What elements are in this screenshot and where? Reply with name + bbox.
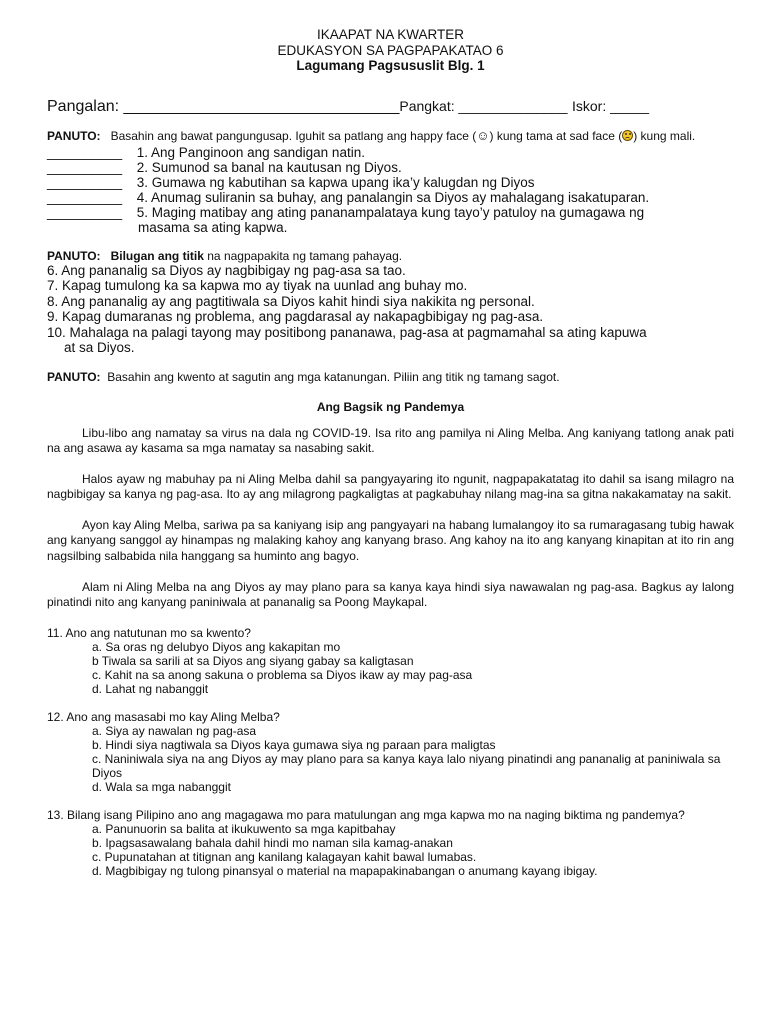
instruction-text: ) kung mali.: [633, 128, 696, 143]
quarter-title: IKAAPAT NA KWARTER: [316, 27, 465, 42]
question-stem: 13. Bilang isang Pilipino ano ang magagawa mo para matulungan ang mga kapwa mo na naging biktima ng pandemya?: [47, 807, 685, 822]
answer-blank[interactable]: __________: [47, 174, 123, 190]
story-title: Ang Bagsik ng Pandemya: [316, 399, 465, 414]
story-paragraph: Halos ayaw ng mabuhay pa ni Aling Melba dahil sa pangyayaring ito ngunit, nagpapakatatag ito dahil sa isang milagro na nagbibigay sa kanya ng pag-asa. Ito ay ang milagrong pagkaligtas at pagkabuhay nilang mag-ina sa gitna nakakamatay na sakit.: [47, 471, 734, 502]
instruction-3: [47, 370, 734, 384]
instruction-label: PANUTO:: [47, 369, 101, 384]
instruction-text: Basahin ang bawat pangungusap. Iguhit sa patlang ang happy face (: [110, 128, 477, 143]
list-item: [47, 160, 734, 175]
instruction-text: ) kung tama at sad face (: [489, 128, 623, 143]
list-item: [47, 145, 734, 160]
story-paragraph: Ayon kay Aling Melba, sariwa pa sa kaniyang isip ang pangyayari na habang lumalangoy ito sa rumaragasang tubig hawak ang kanyang sanggol ay hinampas ng malaking kahoy ang kanyang braso. Ang kahoy na ito ang kanyang kinapitan at ito rin ang nagsilbing salbabida nila hanggang sa huminto ang bagyo.: [47, 517, 734, 564]
question-stem: 11. Ano ang natutunan mo sa kwento?: [47, 625, 251, 640]
happy-face-icon: ☺: [476, 127, 490, 143]
answer-option[interactable]: b Tiwala sa sarili at sa Diyos ang siyang gabay sa kaligtasan: [92, 653, 414, 668]
item-continuation: masama sa ating kapwa.: [138, 219, 288, 235]
student-info-line: [47, 96, 734, 117]
instruction-label: PANUTO:: [47, 128, 101, 143]
subject-title: EDUKASYON SA PAGPAPAKATAO 6: [277, 42, 504, 58]
answer-option[interactable]: a. Panunuorin sa balita at ikukuwento sa mga kapitbahay: [92, 821, 396, 836]
list-item: [47, 205, 734, 220]
answer-option[interactable]: a. Sa oras ng delubyo Diyos ang kakapitan mo: [92, 639, 341, 654]
question-stem: 12. Ano ang masasabi mo kay Aling Melba?: [47, 709, 280, 724]
answer-blank[interactable]: __________: [47, 189, 123, 205]
list-item[interactable]: 6. Ang pananalig sa Diyos ay nagbibigay ng pag-asa sa tao.: [47, 262, 406, 278]
question-13: [47, 808, 734, 878]
score-field[interactable]: Iskor: _____: [571, 97, 650, 114]
item-text: 3. Gumawa ng kabutihan sa kapwa upang ika’y kalugdan ng Diyos: [136, 174, 535, 190]
list-item: [47, 175, 734, 190]
answer-option[interactable]: b. Ipagsasawalang bahala dahil hindi mo naman sila kamag-anakan: [92, 835, 453, 850]
item-text: 4. Anumag suliranin sa buhay, ang panalangin sa Diyos ay mahalagang isakatuparan.: [136, 189, 650, 205]
worksheet-header: [47, 27, 734, 74]
name-field[interactable]: Pangalan: _______________________________: [47, 97, 400, 115]
true-false-list: [47, 145, 734, 235]
item-text: 2. Sumunod sa banal na kautusan ng Diyos.: [136, 159, 402, 175]
instruction-1: [47, 129, 734, 143]
answer-option[interactable]: a. Siya ay nawalan ng pag-asa: [92, 723, 257, 738]
item-text: 1. Ang Panginoon ang sandigan natin.: [136, 144, 365, 160]
answer-option[interactable]: c. Pupunatahan at titignan ang kanilang kalagayan kahit bawal lumabas.: [92, 849, 477, 864]
list-item[interactable]: 9. Kapag dumaranas ng problema, ang pagdarasal ay nakapagbibigay ng pag-asa.: [47, 309, 544, 324]
list-item: [47, 190, 734, 205]
instruction-label: PANUTO:: [47, 248, 101, 263]
list-item[interactable]: 10. Mahalaga na palagi tayong may positibong pananawa, pag-asa at pagmamahal sa ating kapuwa: [47, 324, 647, 340]
instruction-text: Basahin ang kwento at sagutin ang mga katanungan. Piliin ang titik ng tamang sagot.: [107, 369, 560, 384]
answer-option[interactable]: d. Wala sa mga nabanggit: [92, 779, 231, 794]
list-item[interactable]: 8. Ang pananalig ay ang pagtitiwala sa Diyos kahit hindi siya nakikita ng personal.: [47, 293, 535, 309]
story-paragraph: Libu-libo ang namatay sa virus na dala ng COVID-19. Isa rito ang pamilya ni Aling Melba. Ang kaniyang tatlong anak pati na ang asawa ay kasama sa mga namatay sa nasabing sakit.: [47, 425, 734, 456]
answer-blank[interactable]: __________: [47, 204, 123, 220]
sad-face-icon: [622, 130, 633, 141]
answer-blank[interactable]: __________: [47, 144, 123, 160]
item-text: 5. Maging matibay ang ating pananampalataya kung tayo’y patuloy na gumagawa ng: [136, 204, 645, 220]
statement-list: [47, 263, 734, 356]
instruction-2: [47, 249, 734, 263]
answer-option[interactable]: c. Kahit na sa anong sakuna o problema sa Diyos ikaw ay may pag-asa: [92, 667, 473, 682]
answer-option[interactable]: d. Lahat ng nabanggit: [92, 681, 209, 696]
answer-option[interactable]: c. Naniniwala siya na ang Diyos ay may plano para sa kanya kaya lalo niyang pinatindi ang pananalig at paniniwala sa Diyos: [92, 751, 721, 780]
answer-blank[interactable]: __________: [47, 159, 123, 175]
question-12: [47, 710, 734, 794]
section-field[interactable]: Pangkat: ______________: [399, 97, 568, 114]
instruction-text: na nagpapakita ng tamang pahayag.: [203, 248, 403, 263]
question-11: [47, 626, 734, 696]
item-continuation: at sa Diyos.: [64, 340, 135, 355]
answer-option[interactable]: b. Hindi siya nagtiwala sa Diyos kaya gumawa siya ng paraan para maligtas: [92, 737, 496, 752]
test-title: Lagumang Pagsususlit Blg. 1: [296, 58, 485, 73]
list-item[interactable]: 7. Kapag tumulong ka sa kapwa mo ay tiyak na uunlad ang buhay mo.: [47, 278, 468, 293]
story-paragraph: Alam ni Aling Melba na ang Diyos ay may plano para sa kanya kaya hindi siya nawawalan ng pag-asa. Bagkus ay lalong pinatindi nito ang kanyang paniniwala at pananalig sa Poong Maykapal.: [47, 579, 734, 610]
instruction-bold-text: Bilugan ang titik: [110, 248, 204, 263]
answer-option[interactable]: d. Magbibigay ng tulong pinansyal o material na mapapakinabangan o anumang kayang ibigay.: [92, 863, 598, 878]
